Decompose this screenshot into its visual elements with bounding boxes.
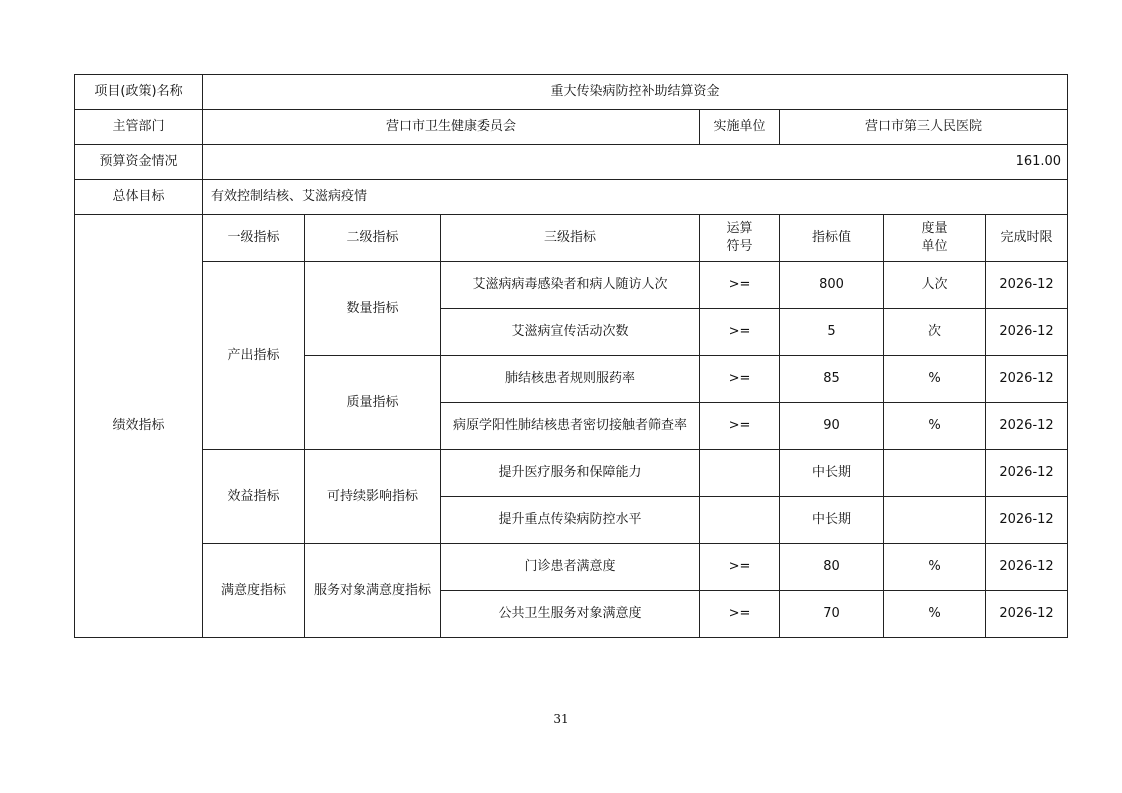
- indicator-name: 公共卫生服务对象满意度: [441, 591, 700, 638]
- project-name-label: 项目(政策)名称: [75, 75, 203, 110]
- group-quantity: 数量指标: [305, 262, 441, 356]
- goal-value: 有效控制结核、艾滋病疫情: [203, 180, 1068, 215]
- header-level1: 一级指标: [203, 215, 305, 262]
- indicator-header-row: [75, 215, 1068, 262]
- page-number: 31: [553, 712, 569, 726]
- indicator-name: 提升重点传染病防控水平: [441, 497, 700, 544]
- group-quality: 质量指标: [305, 356, 441, 450]
- goal-row: [75, 180, 1068, 215]
- indicator-deadline: 2026-12: [986, 309, 1068, 356]
- indicator-operator: >=: [700, 356, 780, 403]
- indicator-operator: >=: [700, 544, 780, 591]
- group-sustain: 可持续影响指标: [305, 450, 441, 544]
- header-unit: [884, 215, 986, 262]
- goal-label: 总体目标: [75, 180, 203, 215]
- header-level2: 二级指标: [305, 215, 441, 262]
- indicator-deadline: 2026-12: [986, 544, 1068, 591]
- header-operator-line1: 运算: [726, 221, 753, 236]
- project-name-row: [75, 75, 1068, 110]
- indicator-operator: >=: [700, 309, 780, 356]
- indicator-unit: %: [884, 403, 986, 450]
- indicator-name: 提升医疗服务和保障能力: [441, 450, 700, 497]
- indicator-unit: %: [884, 591, 986, 638]
- indicator-value: 5: [780, 309, 884, 356]
- indicator-unit: [884, 450, 986, 497]
- header-unit-line2: 单位: [921, 239, 948, 254]
- indicator-operator: >=: [700, 591, 780, 638]
- indicator-deadline: 2026-12: [986, 450, 1068, 497]
- indicator-deadline: 2026-12: [986, 262, 1068, 309]
- indicator-operator: >=: [700, 403, 780, 450]
- indicator-unit: [884, 497, 986, 544]
- group-benefit: 效益指标: [203, 450, 305, 544]
- budget-label: 预算资金情况: [75, 145, 203, 180]
- indicator-operator: >=: [700, 262, 780, 309]
- header-unit-line1: 度量: [921, 221, 948, 236]
- indicator-unit: 人次: [884, 262, 986, 309]
- header-deadline: 完成时限: [986, 215, 1068, 262]
- header-operator: [700, 215, 780, 262]
- indicator-operator: [700, 497, 780, 544]
- indicator-deadline: 2026-12: [986, 403, 1068, 450]
- header-operator-line2: 符号: [726, 239, 753, 254]
- indicator-value: 90: [780, 403, 884, 450]
- indicator-name: 艾滋病宣传活动次数: [441, 309, 700, 356]
- header-level3: 三级指标: [441, 215, 700, 262]
- indicator-value: 中长期: [780, 450, 884, 497]
- indicator-deadline: 2026-12: [986, 591, 1068, 638]
- implementer-label: 实施单位: [700, 110, 780, 145]
- indicator-unit: 次: [884, 309, 986, 356]
- indicator-value: 80: [780, 544, 884, 591]
- budget-value: 161.00: [203, 145, 1068, 180]
- table-row: [75, 450, 1068, 497]
- indicator-name: 艾滋病病毒感染者和病人随访人次: [441, 262, 700, 309]
- project-name-value: 重大传染病防控补助结算资金: [203, 75, 1068, 110]
- indicator-value: 中长期: [780, 497, 884, 544]
- indicator-value: 800: [780, 262, 884, 309]
- indicator-name: 门诊患者满意度: [441, 544, 700, 591]
- performance-table: [74, 74, 1068, 638]
- budget-row: [75, 145, 1068, 180]
- indicator-operator: [700, 450, 780, 497]
- department-row: [75, 110, 1068, 145]
- performance-label: 绩效指标: [75, 215, 203, 638]
- group-satisfaction: 满意度指标: [203, 544, 305, 638]
- department-label: 主管部门: [75, 110, 203, 145]
- table-row: [75, 544, 1068, 591]
- group-output: 产出指标: [203, 262, 305, 450]
- indicator-value: 85: [780, 356, 884, 403]
- header-value: 指标值: [780, 215, 884, 262]
- indicator-name: 肺结核患者规则服药率: [441, 356, 700, 403]
- department-value: 营口市卫生健康委员会: [203, 110, 700, 145]
- indicator-deadline: 2026-12: [986, 356, 1068, 403]
- indicator-value: 70: [780, 591, 884, 638]
- table-row: [75, 262, 1068, 309]
- implementer-value: 营口市第三人民医院: [780, 110, 1068, 145]
- indicator-name: 病原学阳性肺结核患者密切接触者筛查率: [441, 403, 700, 450]
- indicator-unit: %: [884, 356, 986, 403]
- indicator-unit: %: [884, 544, 986, 591]
- group-service-satisfaction: 服务对象满意度指标: [305, 544, 441, 638]
- indicator-deadline: 2026-12: [986, 497, 1068, 544]
